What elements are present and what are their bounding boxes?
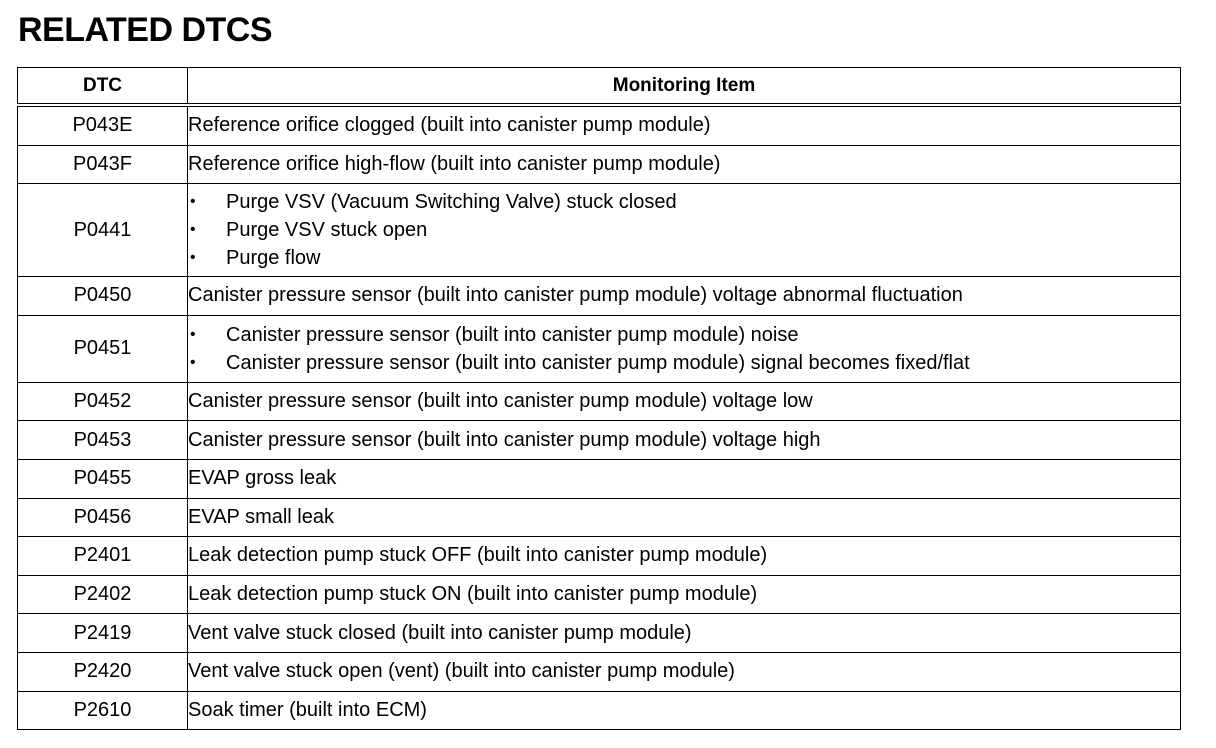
bullet-list <box>188 188 1180 272</box>
table-row <box>18 459 1181 498</box>
table-row <box>18 421 1181 460</box>
table-row <box>18 691 1181 730</box>
related-dtcs-table <box>17 67 1181 730</box>
dtc-code: P043F <box>18 145 188 184</box>
table-header-row <box>18 68 1181 106</box>
table-row <box>18 315 1181 382</box>
bullet-item: • Purge flow <box>188 244 1180 272</box>
dtc-code: P0441 <box>18 184 188 277</box>
dtc-code: P0451 <box>18 315 188 382</box>
bullet-item: • Canister pressure sensor (built into canister pump module) signal becomes fixed/flat <box>188 349 1180 377</box>
dtc-code: P2419 <box>18 614 188 653</box>
table-row <box>18 537 1181 576</box>
monitoring-item: Reference orifice clogged (built into canister pump module) <box>188 105 1181 145</box>
dtc-code: P043E <box>18 105 188 145</box>
dtc-code: P0450 <box>18 277 188 316</box>
table-row <box>18 145 1181 184</box>
monitoring-item: Canister pressure sensor (built into canister pump module) voltage high <box>188 421 1181 460</box>
monitoring-item: Vent valve stuck open (vent) (built into canister pump module) <box>188 652 1181 691</box>
table-row <box>18 277 1181 316</box>
bullet-item: • Canister pressure sensor (built into canister pump module) noise <box>188 321 1180 349</box>
dtc-code: P2610 <box>18 691 188 730</box>
bullet-item: • Purge VSV stuck open <box>188 216 1180 244</box>
monitoring-item: Canister pressure sensor (built into canister pump module) voltage low <box>188 382 1181 421</box>
monitoring-item: Reference orifice high-flow (built into canister pump module) <box>188 145 1181 184</box>
bullet-list <box>188 321 1180 377</box>
monitoring-item: Soak timer (built into ECM) <box>188 691 1181 730</box>
monitoring-item: Leak detection pump stuck OFF (built into canister pump module) <box>188 537 1181 576</box>
table-row <box>18 614 1181 653</box>
monitoring-item-list <box>188 184 1181 277</box>
dtc-code: P0455 <box>18 459 188 498</box>
dtc-code: P2402 <box>18 575 188 614</box>
dtc-code: P0452 <box>18 382 188 421</box>
monitoring-item-list <box>188 315 1181 382</box>
monitoring-item: Leak detection pump stuck ON (built into canister pump module) <box>188 575 1181 614</box>
monitoring-item: EVAP gross leak <box>188 459 1181 498</box>
column-header-monitoring-item: Monitoring Item <box>188 68 1181 106</box>
table-row <box>18 382 1181 421</box>
dtc-code: P0453 <box>18 421 188 460</box>
table-row <box>18 652 1181 691</box>
monitoring-item: Vent valve stuck closed (built into canister pump module) <box>188 614 1181 653</box>
dtc-code: P0456 <box>18 498 188 537</box>
table-row <box>18 575 1181 614</box>
column-header-dtc: DTC <box>18 68 188 106</box>
table-row <box>18 184 1181 277</box>
bullet-item: • Purge VSV (Vacuum Switching Valve) stuck closed <box>188 188 1180 216</box>
table-row <box>18 498 1181 537</box>
table-row <box>18 105 1181 145</box>
dtc-code: P2401 <box>18 537 188 576</box>
page-title: RELATED DTCS <box>18 11 273 49</box>
monitoring-item: Canister pressure sensor (built into canister pump module) voltage abnormal fluctuation <box>188 277 1181 316</box>
monitoring-item: EVAP small leak <box>188 498 1181 537</box>
dtc-code: P2420 <box>18 652 188 691</box>
